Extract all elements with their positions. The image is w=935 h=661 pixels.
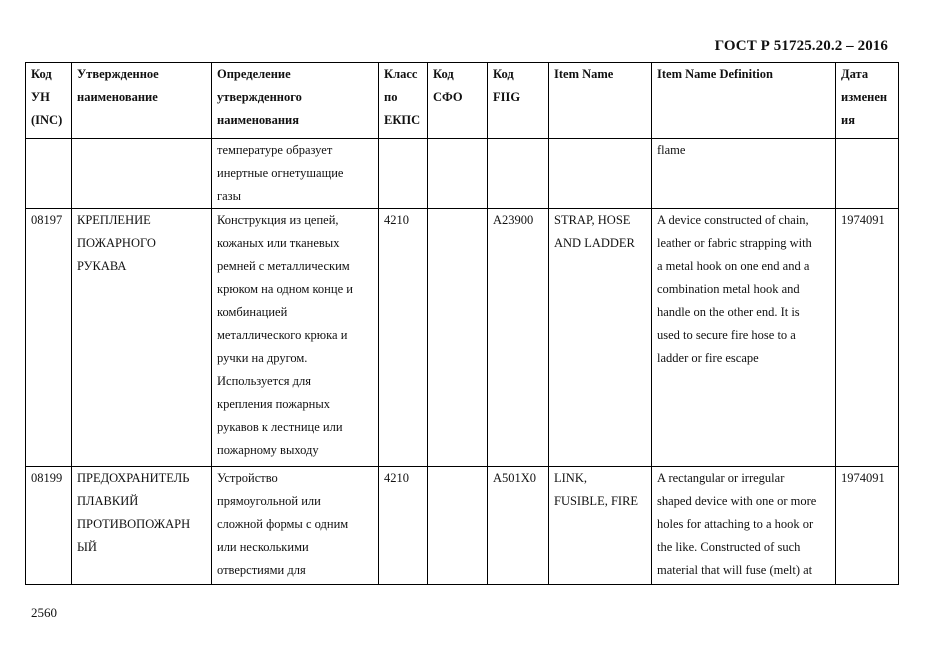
- cell-line: крепления пожарных: [217, 397, 331, 411]
- cell-line: the like. Constructed of such: [657, 540, 801, 554]
- cell-line: ЫЙ: [77, 540, 97, 554]
- cell-line: holes for attaching to a hook or: [657, 517, 814, 531]
- column-header-line: ЕКПС: [384, 113, 421, 127]
- column-header-line: ия: [841, 113, 855, 127]
- cell-line: 08197: [31, 213, 63, 227]
- cell-line: LINK,: [554, 471, 587, 485]
- cell-item-name: [549, 209, 652, 467]
- cell-class-ekps: [379, 467, 428, 585]
- column-header-line: Item Name: [554, 67, 614, 81]
- cell-line: ПРОТИВОПОЖАРН: [77, 517, 191, 531]
- cell-code-un: [26, 139, 72, 209]
- cell-class-ekps: [379, 139, 428, 209]
- cell-code-sfo: [428, 139, 488, 209]
- cell-code-fiig: [488, 139, 549, 209]
- column-header-code-fiig: [488, 63, 549, 139]
- cell-line: ремней с металлическим: [217, 259, 350, 273]
- column-header-line: Дата: [841, 67, 869, 81]
- cell-line: 4210: [384, 213, 409, 227]
- cell-line: рукавов к лестнице или: [217, 420, 343, 434]
- column-header-line: Код: [493, 67, 514, 81]
- cell-line: ручки на другом.: [217, 351, 308, 365]
- cell-line: leather or fabric strapping with: [657, 236, 812, 250]
- column-header-item-name: [549, 63, 652, 139]
- cell-change-date: [836, 467, 899, 585]
- column-header-line: (INC): [31, 113, 63, 127]
- cell-line: ПЛАВКИЙ: [77, 494, 139, 508]
- column-header-approved-definition: [212, 63, 379, 139]
- cell-line: ПОЖАРНОГО: [77, 236, 156, 250]
- table-header-row: [26, 63, 899, 139]
- cell-line: A23900: [493, 213, 534, 227]
- cell-line: STRAP, HOSE: [554, 213, 631, 227]
- document-header: ГОСТ Р 51725.20.2 – 2016: [714, 38, 888, 54]
- page-number: 2560: [31, 605, 57, 620]
- cell-line: Используется для: [217, 374, 311, 388]
- cell-item-name-definition: [652, 139, 836, 209]
- cell-line: Конструкция из цепей,: [217, 213, 339, 227]
- column-header-line: Утвержденное: [77, 67, 159, 81]
- cell-line: ladder or fire escape: [657, 351, 759, 365]
- cell-approved-name: [72, 209, 212, 467]
- table-row: [26, 209, 899, 467]
- cell-item-name: [549, 467, 652, 585]
- cell-line: 08199: [31, 471, 63, 485]
- cell-line: handle on the other end. It is: [657, 305, 800, 319]
- cell-line: AND LADDER: [554, 236, 635, 250]
- cell-item-name-definition: [652, 209, 836, 467]
- cell-item-name: [549, 139, 652, 209]
- cell-code-fiig: [488, 209, 549, 467]
- cell-line: A device constructed of chain,: [657, 213, 809, 227]
- column-header-code-un: [26, 63, 72, 139]
- cell-approved-definition: [212, 467, 379, 585]
- cell-line: инертные огнетушащие: [217, 166, 344, 180]
- cell-approved-name: [72, 467, 212, 585]
- column-header-line: Определение: [217, 67, 291, 81]
- cell-approved-definition: [212, 139, 379, 209]
- cell-line: flame: [657, 143, 686, 157]
- cell-line: FUSIBLE, FIRE: [554, 494, 639, 508]
- column-header-line: Item Name Definition: [657, 67, 773, 81]
- column-header-line: УН: [31, 90, 50, 104]
- cell-line: температуре образует: [217, 143, 333, 157]
- column-header-line: Код: [433, 67, 454, 81]
- cell-line: крюком на одном конце и: [217, 282, 353, 296]
- cell-line: combination metal hook and: [657, 282, 800, 296]
- cell-code-sfo: [428, 209, 488, 467]
- column-header-line: Код: [31, 67, 52, 81]
- cell-approved-name: [72, 139, 212, 209]
- column-header-line: СФО: [433, 90, 463, 104]
- column-header-code-sfo: [428, 63, 488, 139]
- cell-line: ПРЕДОХРАНИТЕЛЬ: [77, 471, 190, 485]
- cell-line: РУКАВА: [77, 259, 127, 273]
- cell-line: металлического крюка и: [217, 328, 348, 342]
- cell-line: газы: [217, 189, 242, 203]
- cell-code-sfo: [428, 467, 488, 585]
- cell-line: Устройство: [217, 471, 278, 485]
- cell-line: A rectangular or irregular: [657, 471, 785, 485]
- cell-line: кожаных или тканевых: [217, 236, 340, 250]
- cell-line: пожарному выходу: [217, 443, 319, 457]
- column-header-line: наименования: [217, 113, 300, 127]
- cell-line: A501X0: [493, 471, 537, 485]
- cell-line: material that will fuse (melt) at: [657, 563, 813, 577]
- cell-change-date: [836, 139, 899, 209]
- cell-line: 4210: [384, 471, 409, 485]
- cell-line: КРЕПЛЕНИЕ: [77, 213, 151, 227]
- column-header-line: Класс: [384, 67, 418, 81]
- column-header-line: по: [384, 90, 398, 104]
- cell-approved-definition: [212, 209, 379, 467]
- cell-line: a metal hook on one end and a: [657, 259, 810, 273]
- cell-line: прямоугольной или: [217, 494, 321, 508]
- cell-line: 1974091: [841, 213, 885, 227]
- column-header-change-date: [836, 63, 899, 139]
- cell-item-name-definition: [652, 467, 836, 585]
- table-row: [26, 467, 899, 585]
- cell-code-un: [26, 209, 72, 467]
- column-header-line: изменен: [841, 90, 888, 104]
- cell-code-fiig: [488, 467, 549, 585]
- cell-line: сложной формы с одним: [217, 517, 349, 531]
- column-header-item-name-definition: [652, 63, 836, 139]
- catalog-table: [25, 62, 899, 585]
- cell-class-ekps: [379, 209, 428, 467]
- cell-line: 1974091: [841, 471, 885, 485]
- column-header-line: наименование: [77, 90, 158, 104]
- cell-change-date: [836, 209, 899, 467]
- column-header-line: утвержденного: [217, 90, 302, 104]
- cell-line: или несколькими: [217, 540, 309, 554]
- cell-line: shaped device with one or more: [657, 494, 817, 508]
- table-row: [26, 139, 899, 209]
- column-header-approved-name: [72, 63, 212, 139]
- cell-line: отверстиями для: [217, 563, 306, 577]
- cell-line: used to secure fire hose to a: [657, 328, 796, 342]
- column-header-class-ekps: [379, 63, 428, 139]
- column-header-line: FIIG: [493, 90, 521, 104]
- cell-code-un: [26, 467, 72, 585]
- cell-line: комбинацией: [217, 305, 288, 319]
